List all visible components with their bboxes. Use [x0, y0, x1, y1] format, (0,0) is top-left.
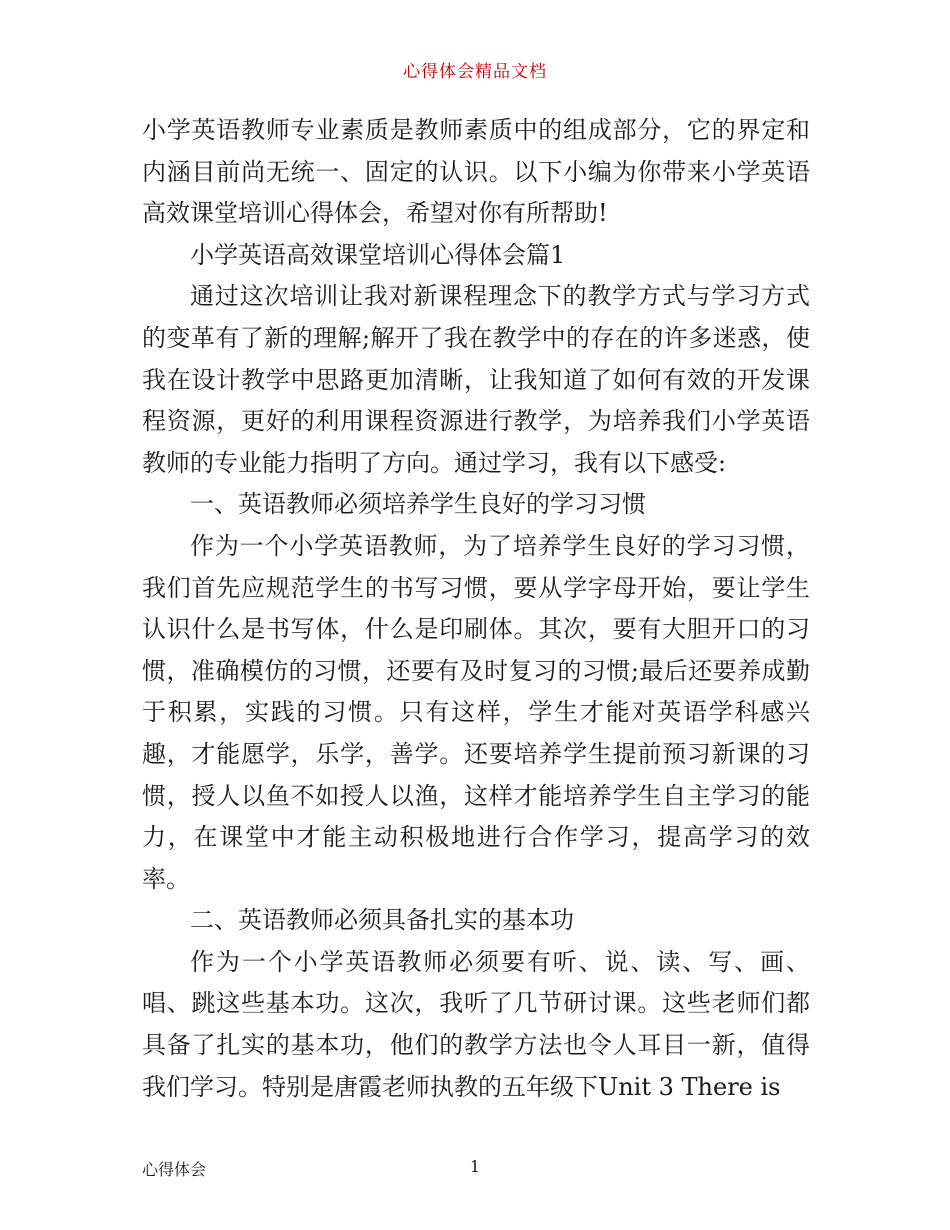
paragraph-body: 通过这次培训让我对新课程理念下的教学方式与学习方式的变革有了新的理解;解开了我在教学中的存在的许多迷惑，使我在设计教学中思路更加清晰，让我知道了如何有效的开发课程资源，更好的利用课程资源进行教学，为培养我们小学英语教师的专业能力指明了方向。通过学习，我有以下感受:: [142, 282, 810, 477]
section-title: 小学英语高效课堂培训心得体会篇1: [190, 240, 566, 269]
subheading: 一、英语教师必须培养学生良好的学习习惯: [190, 490, 646, 519]
subheading: 二、英语教师必须具备扎实的基本功: [190, 906, 574, 935]
paragraph-body: 作为一个小学英语教师，为了培养学生良好的学习习惯，我们首先应规范学生的书写习惯，要从学字母开始，要让学生认识什么是书写体，什么是印刷体。其次，要有大胆开口的习惯，准确模仿的习惯，还要有及时复习的习惯;最后还要养成勤于积累，实践的习惯。只有这样，学生才能对英语学科感兴趣，才能愿学，乐学，善学。还要培养学生提前预习新课的习惯，授人以鱼不如授人以渔，这样才能培养学生自主学习的能力，在课堂中才能主动积极地进行合作学习，提高学习的效率。: [142, 531, 810, 893]
paragraph-intro: 小学英语教师专业素质是教师素质中的组成部分，它的界定和内涵目前尚无统一、固定的认识。以下小编为你带来小学英语高效课堂培训心得体会，希望对你有所帮助!: [142, 116, 810, 228]
document-body: [142, 110, 810, 1108]
paragraph-body: 作为一个小学英语教师必须要有听、说、读、写、画、唱、跳这些基本功。这次，我听了几节研讨课。这些老师们都具备了扎实的基本功，他们的教学方法也令人耳目一新，值得我们学习。特别是唐霞老师执教的五年级下Unit 3 There is: [142, 947, 810, 1101]
page-header-title: 心得体会精品文档: [403, 62, 547, 82]
footer-label: 心得体会: [142, 1160, 207, 1179]
page-number: 1: [469, 1157, 481, 1176]
